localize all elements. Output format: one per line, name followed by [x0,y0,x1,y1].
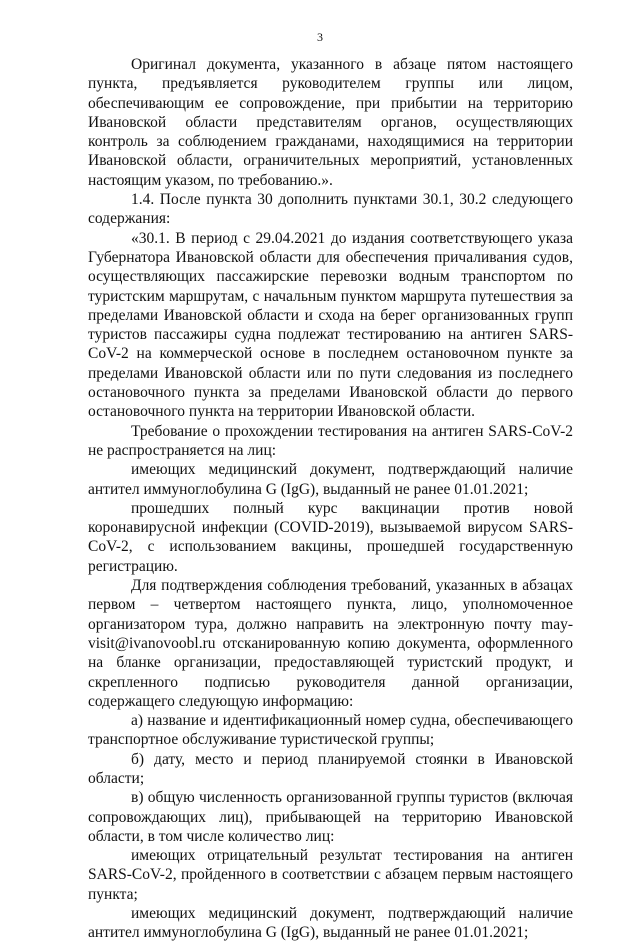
paragraph-negative-test: имеющих отрицательный результат тестирования на антиген SARS-CoV-2, пройденного в соответствии с абзацем первым настоящего пункта; [88,847,573,903]
paragraph-item-30-1: «30.1. В период с 29.04.2021 до издания соответствующего указа Губернатора Ивановской области для обеспечения причаливания судов, осуществляющих пассажирские перевозки водным транспортом по туристским маршрутам, с начальным пунктом маршрута путешествия за пределами Ивановской области и схода на берег организованных групп туристов пассажиры судна подлежат тестированию на антиген SARS-CoV-2 на коммерческой основе в последнем остановочном пункте за пределами Ивановской области или по пути следования из последнего остановочного пункта за пределами Ивановской области до первого остановочного пункта на территории Ивановской области. [88,229,573,421]
paragraph-item-v: в) общую численность организованной группы туристов (включая сопровождающих лиц), прибывающей на территорию Ивановской области, в том числе количество лиц: [88,789,573,845]
document-body [88,55,573,943]
paragraph-antibodies-count: имеющих медицинский документ, подтверждающий наличие антител иммуноглобулина G (IgG), выданный не ранее 01.01.2021; [88,905,573,942]
paragraph-antibodies: имеющих медицинский документ, подтверждающий наличие антител иммуноглобулина G (IgG), выданный не ранее 01.01.2021; [88,461,573,498]
paragraph-original-document: Оригинал документа, указанного в абзаце пятом настоящего пункта, предъявляется руководителем группы или лицом, обеспечивающим ее сопровождение, при прибытии на территорию Ивановской области представителям органов, осуществляющих контроль за соблюдением гражданами, находящимися на территории Ивановской области, ограничительных мероприятий, установленных настоящим указом, по требованию.». [88,56,573,189]
page-number: 3 [317,30,323,44]
paragraph-item-b: б) дату, место и период планируемой стоянки в Ивановской области; [88,750,573,787]
paragraph-item-1-4: 1.4. После пункта 30 дополнить пунктами 30.1, 30.2 следующего содержания: [88,191,573,228]
paragraph-testing-requirement: Требование о прохождении тестирования на антиген SARS-CoV-2 не распространяется на лиц: [88,422,573,459]
paragraph-confirmation: Для подтверждения соблюдения требований, указанных в абзацах первом – четвертом настоящего пункта, лицо, уполномоченное организатором тура, должно направить на электронную почту may-visit@ivanovoobl.ru отсканированную копию документа, оформленного на бланке организации, предоставляющей туристский продукт, и скрепленного подписью руководителя данной организации, содержащего следующую информацию: [88,577,573,710]
paragraph-item-a: а) название и идентификационный номер судна, обеспечивающего транспортное обслуживание туристической группы; [88,712,573,749]
paragraph-vaccination: прошедших полный курс вакцинации против новой коронавирусной инфекции (COVID-2019), вызываемой вирусом SARS-CoV-2, с использованием вакцины, прошедшей государственную регистрацию. [88,499,573,575]
